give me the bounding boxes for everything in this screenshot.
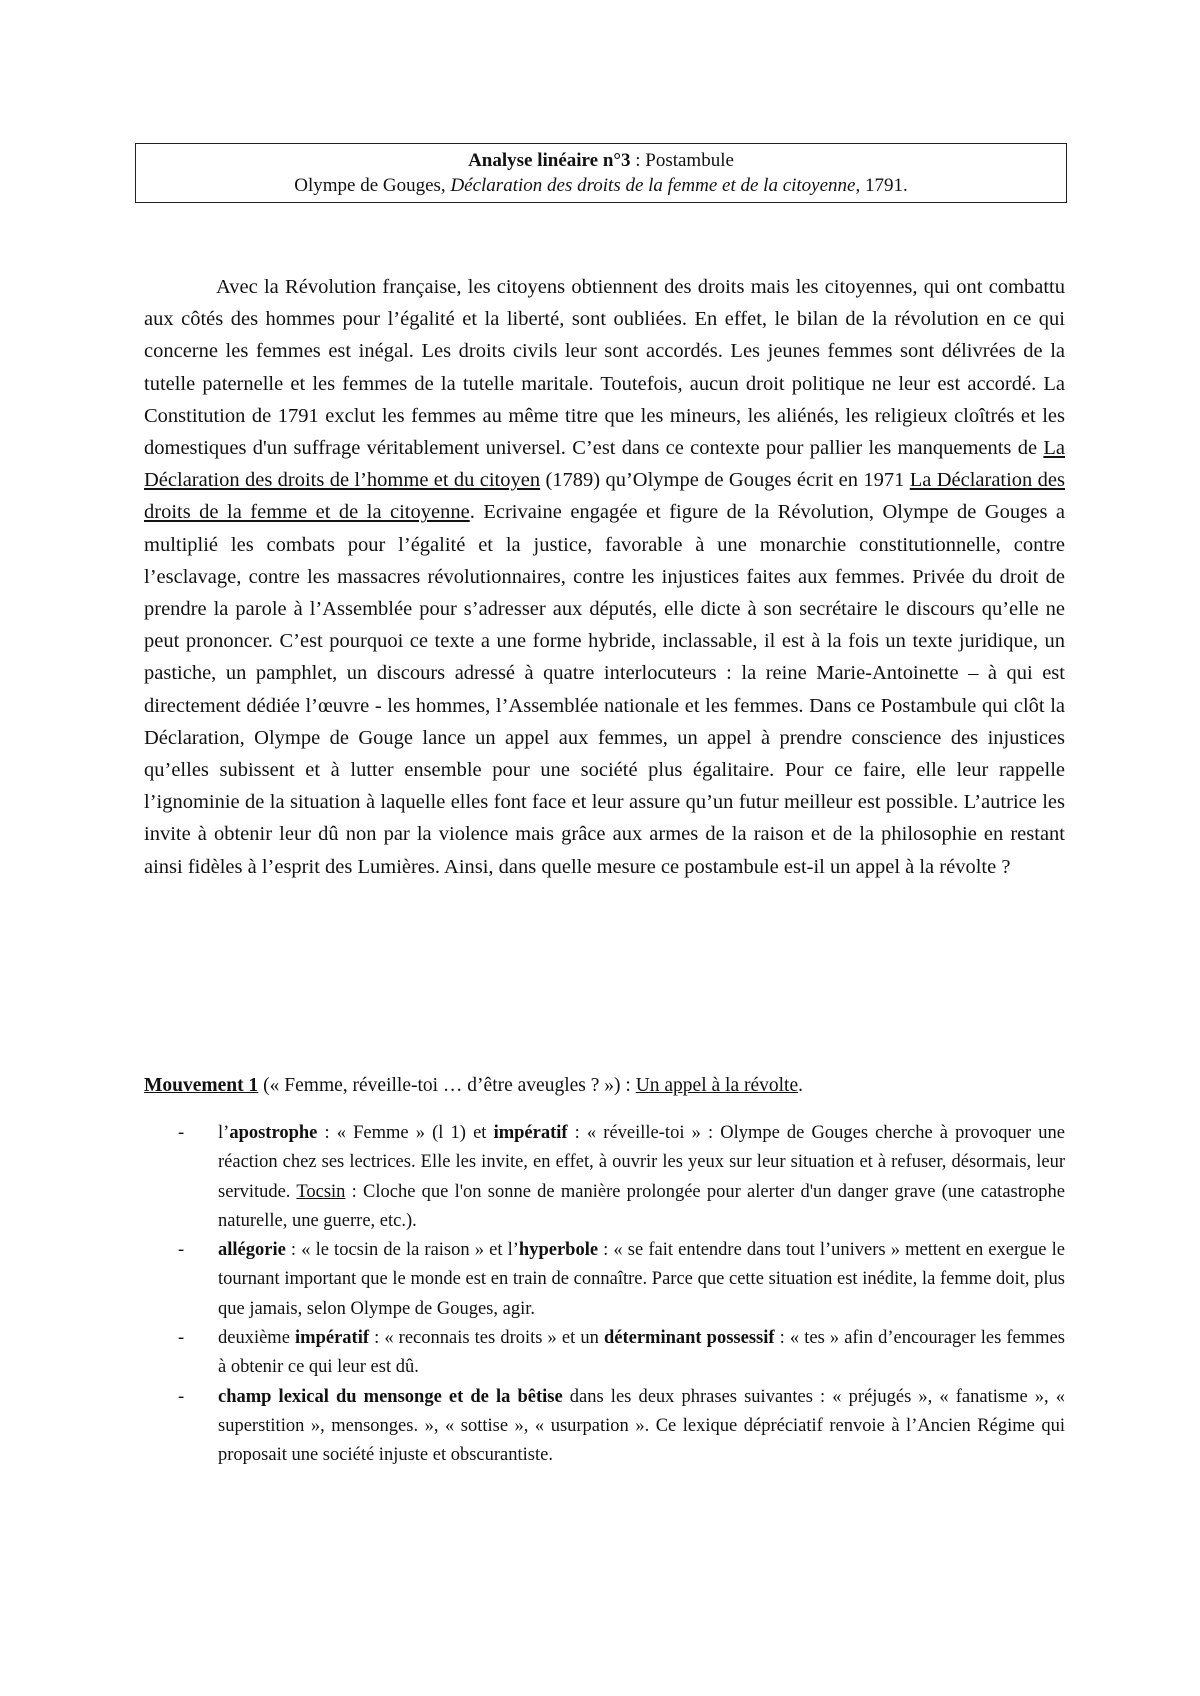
movement-1-end: . xyxy=(798,1075,803,1096)
title-author: Olympe de Gouges, xyxy=(294,175,451,196)
intro-text-2: (1789) qu’Olympe de Gouges écrit en 1971 xyxy=(540,469,910,492)
bullet-champ-lexical xyxy=(178,1383,1066,1471)
intro-ddhc-title: La Déclaration des droits de l’homme et du citoyen xyxy=(144,437,1065,492)
bullet-dash: - xyxy=(178,1386,185,1407)
bullet-text: : « le tocsin de la raison » et l’ xyxy=(285,1240,519,1261)
movement-1-title: Un appel à la révolte xyxy=(635,1075,799,1096)
title-subject: : Postambule xyxy=(630,150,734,171)
title-line-2 xyxy=(136,173,1066,198)
bullet-text: : Cloche que l'on sonne de manière prolongée pour alerter d'un danger grave (une catastrophe naturelle, une guerre, etc.). xyxy=(218,1181,1065,1231)
bullet-dash: - xyxy=(178,1328,185,1349)
intro-ddfc-title: La Déclaration des droits de la femme et de la citoyenne xyxy=(144,469,1065,524)
bullet-imperatif xyxy=(178,1324,1065,1383)
intro-text-1: Avec la Révolution française, les citoyens obtiennent des droits mais les citoyennes, qui ont combattu aux côtés des hommes pour l’égalité et la liberté, sont oubliées. En effet, le bilan de la révolution en ce qui concerne les femmes est inégal. Les droits civils leur sont accordés. Les jeunes femmes sont délivrées de la tutelle paternelle et les femmes de la tutelle maritale. Toutefois, aucun droit politique ne leur est accordé. La Constitution de 1791 exclut les femmes au même titre que les mineurs, les aliénés, les religieux cloîtrés et les domestiques d'un suffrage véritablement universel. C’est dans ce contexte pour pallier les manquements de xyxy=(144,276,1065,460)
bullet-keyword: impératif xyxy=(493,1123,568,1143)
title-year: , 1791. xyxy=(855,175,908,196)
bullet-dash: - xyxy=(178,1240,185,1261)
title-work: Déclaration des droits de la femme et de la citoyenne xyxy=(450,175,856,196)
bullet-text: : « reconnais tes droits » et un xyxy=(369,1328,604,1349)
bullet-keyword: champ lexical du mensonge et de la bêtise xyxy=(218,1386,563,1407)
bullet-apostrophe xyxy=(178,1119,1065,1236)
bullet-text: : « tes » afin d’encourager les femmes à obtenir ce qui leur est dû. xyxy=(218,1328,1065,1378)
bullet-dash: - xyxy=(178,1123,185,1143)
bullet-text: : « réveille-toi » : Olympe de Gouges cherche à provoquer une réaction chez ses lectrices. Elle les invite, en effet, à ouvrir les yeux sur leur situation et à refuser, désormais, leur servitude. xyxy=(218,1123,1065,1202)
bullet-text: dans les deux phrases suivantes : « préjugés », « fanatisme », « superstition », mensonges. », « sottise », « usurpation ». Ce lexique dépréciatif renvoie à l’Ancien Régime qui proposait une société injuste et obscurantiste. xyxy=(218,1386,1066,1466)
title-box xyxy=(135,143,1067,203)
bullet-term: Tocsin xyxy=(296,1181,346,1202)
movement-1-range: (« Femme, réveille-toi … d’être aveugles ? ») : xyxy=(258,1075,636,1096)
bullet-keyword: impératif xyxy=(295,1328,369,1349)
bullet-keyword: apostrophe xyxy=(229,1123,318,1143)
introduction-paragraph xyxy=(144,271,1065,883)
movement-1-heading xyxy=(144,1073,1084,1099)
analysis-bullet-list xyxy=(178,1119,1066,1471)
bullet-text: l’ xyxy=(218,1123,230,1143)
movement-1-label: Mouvement 1 xyxy=(144,1075,259,1096)
title-line-1 xyxy=(136,148,1066,173)
bullet-allegorie xyxy=(178,1236,1065,1324)
bullet-keyword: allégorie xyxy=(218,1240,286,1261)
title-label: Analyse linéaire n°3 xyxy=(468,150,631,171)
bullet-text: deuxième xyxy=(218,1328,296,1349)
intro-text-3: . Ecrivaine engagée et figure de la Révolution, Olympe de Gouges a multiplié les combats pour l’égalité et la justice, favorable à une monarchie constitutionnelle, contre l’esclavage, contre les massacres révolutionnaires, contre les injustices faites aux femmes. Privée du droit de prendre la parole à l’Assemblée pour s’adresser aux députés, elle dicte à son secrétaire le discours qu’elle ne peut prononcer. C’est pourquoi ce texte a une forme hybride, inclassable, il est à la fois un texte juridique, un pastiche, un pamphlet, un discours adressé à quatre interlocuteurs : la reine Marie-Antoinette – à qui est directement dédiée l’œuvre - les hommes, l’Assemblée nationale et les femmes. Dans ce Postambule qui clôt la Déclaration, Olympe de Gouge lance un appel aux femmes, un appel à prendre conscience des injustices qu’elles subissent et à lutter ensemble pour une société plus égalitaire. Pour ce faire, elle leur rappelle l’ignominie de la situation à laquelle elles font face et leur assure qu’un futur meilleur est possible. L’autrice les invite à obtenir leur dû non par la violence mais grâce aux armes de la raison et de la philosophie en restant ainsi fidèles à l’esprit des Lumières. Ainsi, dans quelle mesure ce postambule est-il un appel à la révolte ? xyxy=(144,501,1065,878)
bullet-text: : « Femme » (l 1) et xyxy=(317,1123,494,1143)
bullet-text: : « se fait entendre dans tout l’univers » mettent en exergue le tournant important que le monde est en train de connaître. Parce que cette situation est inédite, la femme doit, plus que jamais, selon Olympe de Gouges, agir. xyxy=(218,1240,1065,1319)
bullet-keyword: déterminant possessif xyxy=(603,1328,775,1349)
bullet-keyword: hyperbole xyxy=(518,1240,599,1261)
